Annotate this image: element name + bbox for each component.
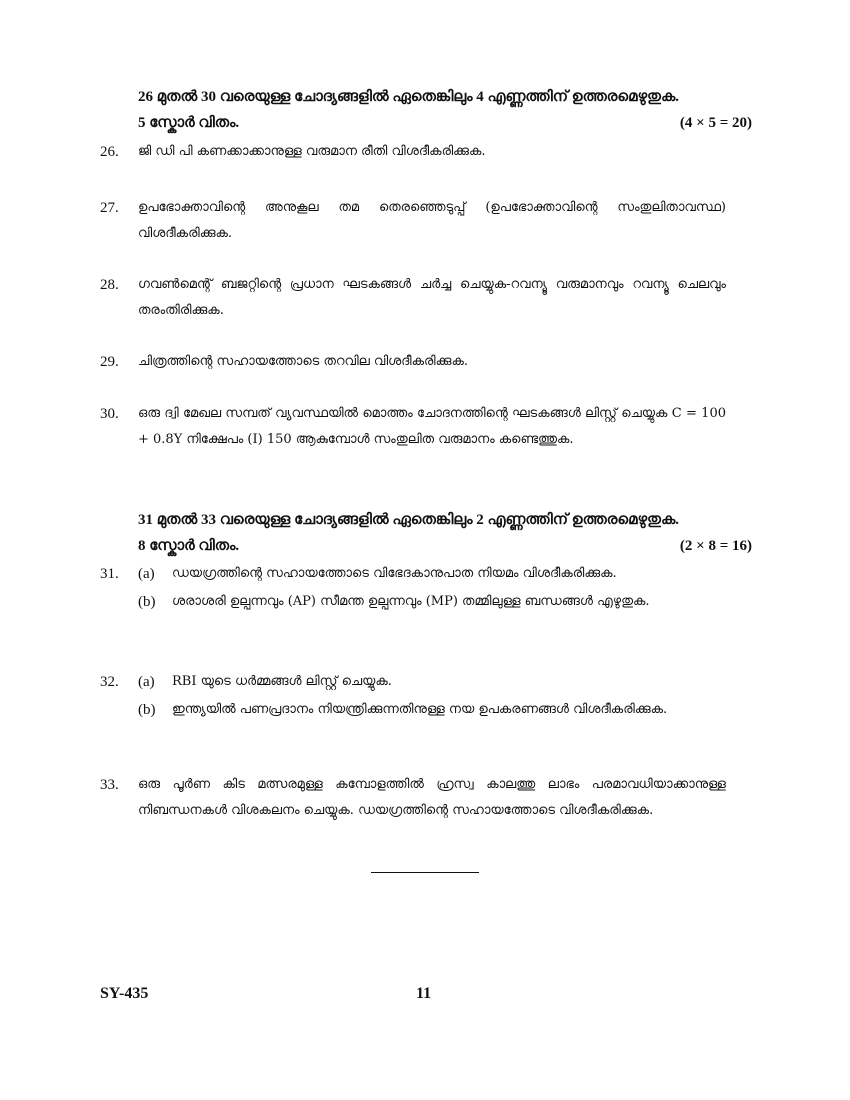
- sub-question-text: ഇന്ത്യയിൽ പണപ്രദാനം നിയന്ത്രിക്കുന്നതിനുള്ള നയ ഉപകരണങ്ങൾ വിശദീകരിക്കുക.: [172, 702, 668, 717]
- question-30: [100, 401, 726, 453]
- question-28: [100, 272, 726, 324]
- question-number: 27.: [100, 200, 119, 216]
- question-number: 31.: [100, 566, 119, 582]
- sub-question-text: ശരാശരി ഉല്പന്നവും (AP) സീമന്ത ഉല്പന്നവും (MP) തമ്മിലുള്ള ബന്ധങ്ങൾ എഴുതുക.: [172, 594, 650, 609]
- question-31: [100, 561, 726, 615]
- question-26: [100, 139, 726, 165]
- question-text: ഒരു ദ്വി മേഖല സമ്പത് വ്യവസ്ഥയിൽ മൊത്തം ചോദനത്തിന്റെ ഘടകങ്ങൾ ലിസ്റ്റ് ചെയ്യുക C = 100 + 0.8Y നിക്ഷേപം (I) 150 ആകുമ്പോൾ സംതുലിത വരുമാനം കണ്ടെത്തുക.: [138, 406, 726, 447]
- question-text: ഉപഭോക്താവിന്റെ അനുകൂല തമ തെരഞ്ഞെടുപ്പ് (ഉപഭോക്താവിന്റെ സംതുലിതാവസ്ഥ) വിശദീകരിക്കുക.: [138, 200, 726, 241]
- question-number: 29.: [100, 354, 119, 370]
- question-32: [100, 669, 726, 723]
- question-number: 26.: [100, 144, 119, 160]
- section-heading-31-33: [138, 507, 752, 559]
- sub-question-b: [138, 697, 726, 723]
- question-number: 30.: [100, 406, 119, 422]
- end-divider: [371, 872, 479, 873]
- paper-code: SY-435: [100, 985, 149, 1002]
- sub-question-label: (a): [138, 566, 155, 582]
- question-27: [100, 195, 726, 247]
- section-marks-each: 8 സ്കോർ വിതം.: [138, 538, 240, 554]
- question-text: ഒരു പൂർണ കിട മത്സരമുള്ള കമ്പോളത്തിൽ ഹ്രസ്വ കാലത്തു ലാഭം പരമാവധിയാക്കാനുള്ള നിബന്ധനകൾ വിശകലനം ചെയ്യുക. ഡയഗ്രത്തിന്റെ സഹായത്തോടെ വിശദീകരിക്കുക.: [138, 777, 726, 818]
- section-marks-each: 5 സ്കോർ വിതം.: [138, 115, 240, 131]
- section-total-marks: (2 × 8 = 16): [679, 538, 752, 554]
- question-text: ഗവൺമെന്റ് ബജറ്റിന്റെ പ്രധാന ഘടകങ്ങൾ ചർച്ച ചെയ്യുക-റവന്യൂ വരുമാനവും റവന്യൂ ചെലവും തരംതിരിക്കുക.: [138, 277, 726, 318]
- question-33: [100, 772, 726, 824]
- sub-question-a: [138, 561, 726, 587]
- sub-question-label: (b): [138, 702, 156, 718]
- question-number: 33.: [100, 777, 119, 793]
- sub-question-text: ഡയഗ്രത്തിന്റെ സഹായത്തോടെ വിഭേദകാനുപാത നിയമം വിശദീകരിക്കുക.: [172, 566, 617, 581]
- page-number: 11: [416, 985, 432, 1002]
- section-instruction: 26 മുതൽ 30 വരെയുള്ള ചോദ്യങ്ങളിൽ ഏതെങ്കിലും 4 എണ്ണത്തിന് ഉത്തരമെഴുതുക.: [138, 89, 680, 105]
- section-heading-26-30: [138, 84, 752, 136]
- section-instruction: 31 മുതൽ 33 വരെയുള്ള ചോദ്യങ്ങളിൽ ഏതെങ്കിലും 2 എണ്ണത്തിന് ഉത്തരമെഴുതുക.: [138, 512, 680, 528]
- sub-question-a: [138, 669, 726, 695]
- question-29: [100, 349, 726, 375]
- sub-question-text: RBI യുടെ ധർമ്മങ്ങൾ ലിസ്റ്റ് ചെയ്യുക.: [172, 674, 392, 689]
- question-text: ജി ഡി പി കണക്കാക്കാനുള്ള വരുമാന രീതി വിശദീകരിക്കുക.: [138, 144, 486, 159]
- question-text: ചിത്രത്തിന്റെ സഹായത്തോടെ തറവില വിശദീകരിക്കുക.: [138, 354, 468, 369]
- question-number: 32.: [100, 674, 119, 690]
- question-number: 28.: [100, 277, 119, 293]
- section-total-marks: (4 × 5 = 20): [679, 115, 752, 131]
- sub-question-b: [138, 589, 726, 615]
- sub-question-label: (b): [138, 594, 156, 610]
- sub-question-label: (a): [138, 674, 155, 690]
